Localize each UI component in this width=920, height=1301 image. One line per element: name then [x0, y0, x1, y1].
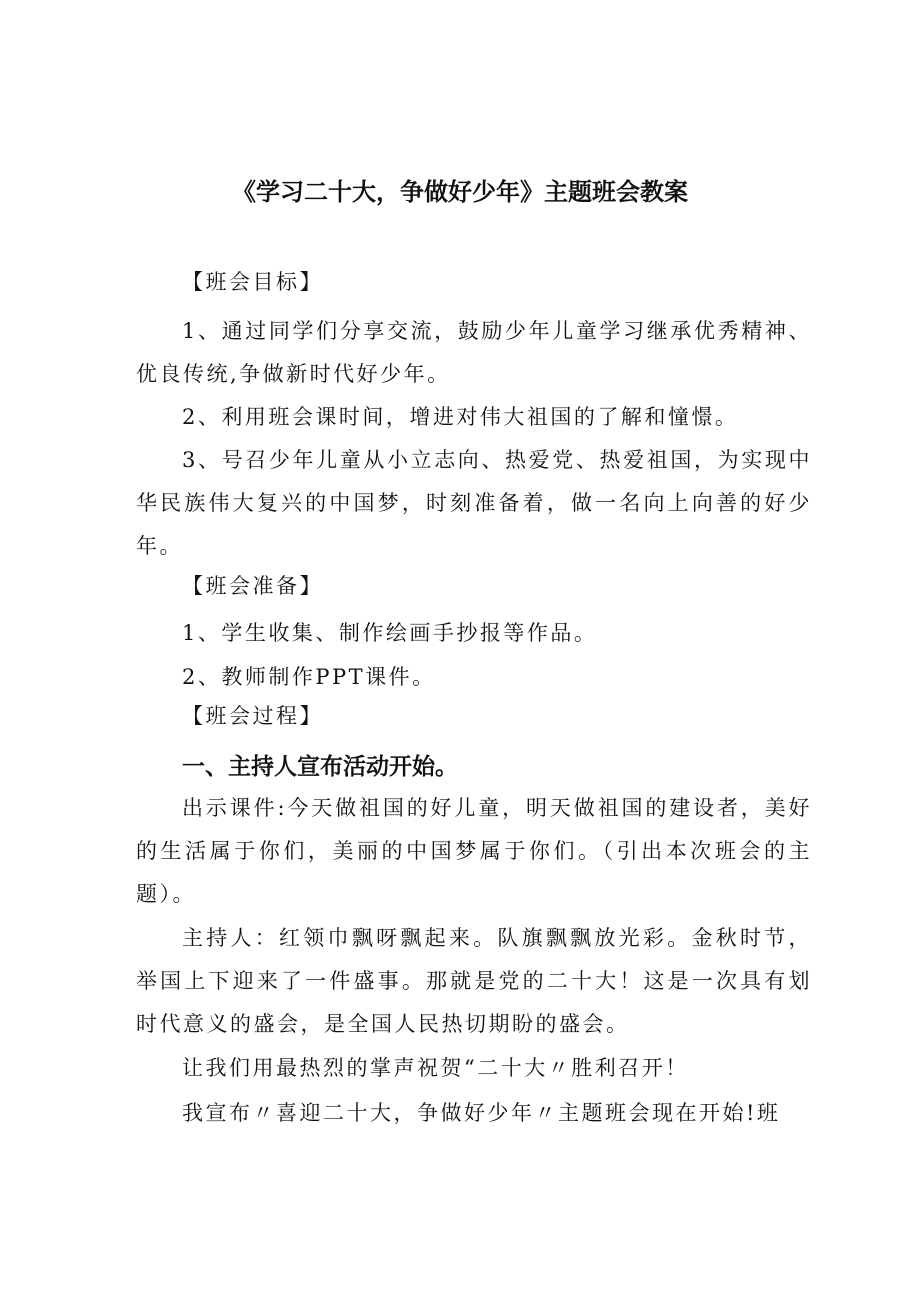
goal-item-2: 2、利用班会课时间，增进对伟大祖国的了解和憧憬。: [182, 405, 739, 429]
process-label: 【班会过程】: [182, 704, 323, 728]
process-paragraph-2: 主持人：红领巾飘呀飘起来。队旗飘飘放光彩。金秋时节，举国上下迎来了一件盛事。那就是党的二十大！这是一次具有划时代意义的盛会，是全国人民热切期盼的盛会。: [136, 926, 812, 1036]
preparation-item-1: 1、学生收集、制作绘画手抄报等作品。: [182, 621, 598, 645]
process-paragraph-3: 让我们用最热烈的掌声祝贺“二十大〃胜利召开！: [182, 1056, 689, 1080]
goals-label: 【班会目标】: [182, 270, 323, 294]
goal-item-3: 3、号召少年儿童从小立志向、热爱党、热爱祖国，为实现中华民族伟大复兴的中国梦，时刻准备着，做一名向上向善的好少年。: [136, 448, 812, 558]
process-paragraph-1: 出示课件:今天做祖国的好儿童，明天做祖国的建设者，美好的生活属于你们，美丽的中国梦属于你们。（引出本次班会的主题）。: [136, 796, 812, 906]
preparation-label: 【班会准备】: [182, 574, 323, 598]
document-title: 《学习二十大，争做好少年》主题班会教案: [232, 178, 688, 206]
process-paragraph-4: 我宣布〃喜迎二十大，争做好少年〃主题班会现在开始!班: [182, 1101, 781, 1125]
goal-item-1: 1、通过同学们分享交流，鼓励少年儿童学习继承优秀精神、优良传统,争做新时代好少年。: [136, 319, 812, 386]
preparation-item-2: 2、教师制作PPT课件。: [182, 665, 436, 689]
step1-heading: 一、主持人宣布活动开始。: [182, 754, 458, 780]
